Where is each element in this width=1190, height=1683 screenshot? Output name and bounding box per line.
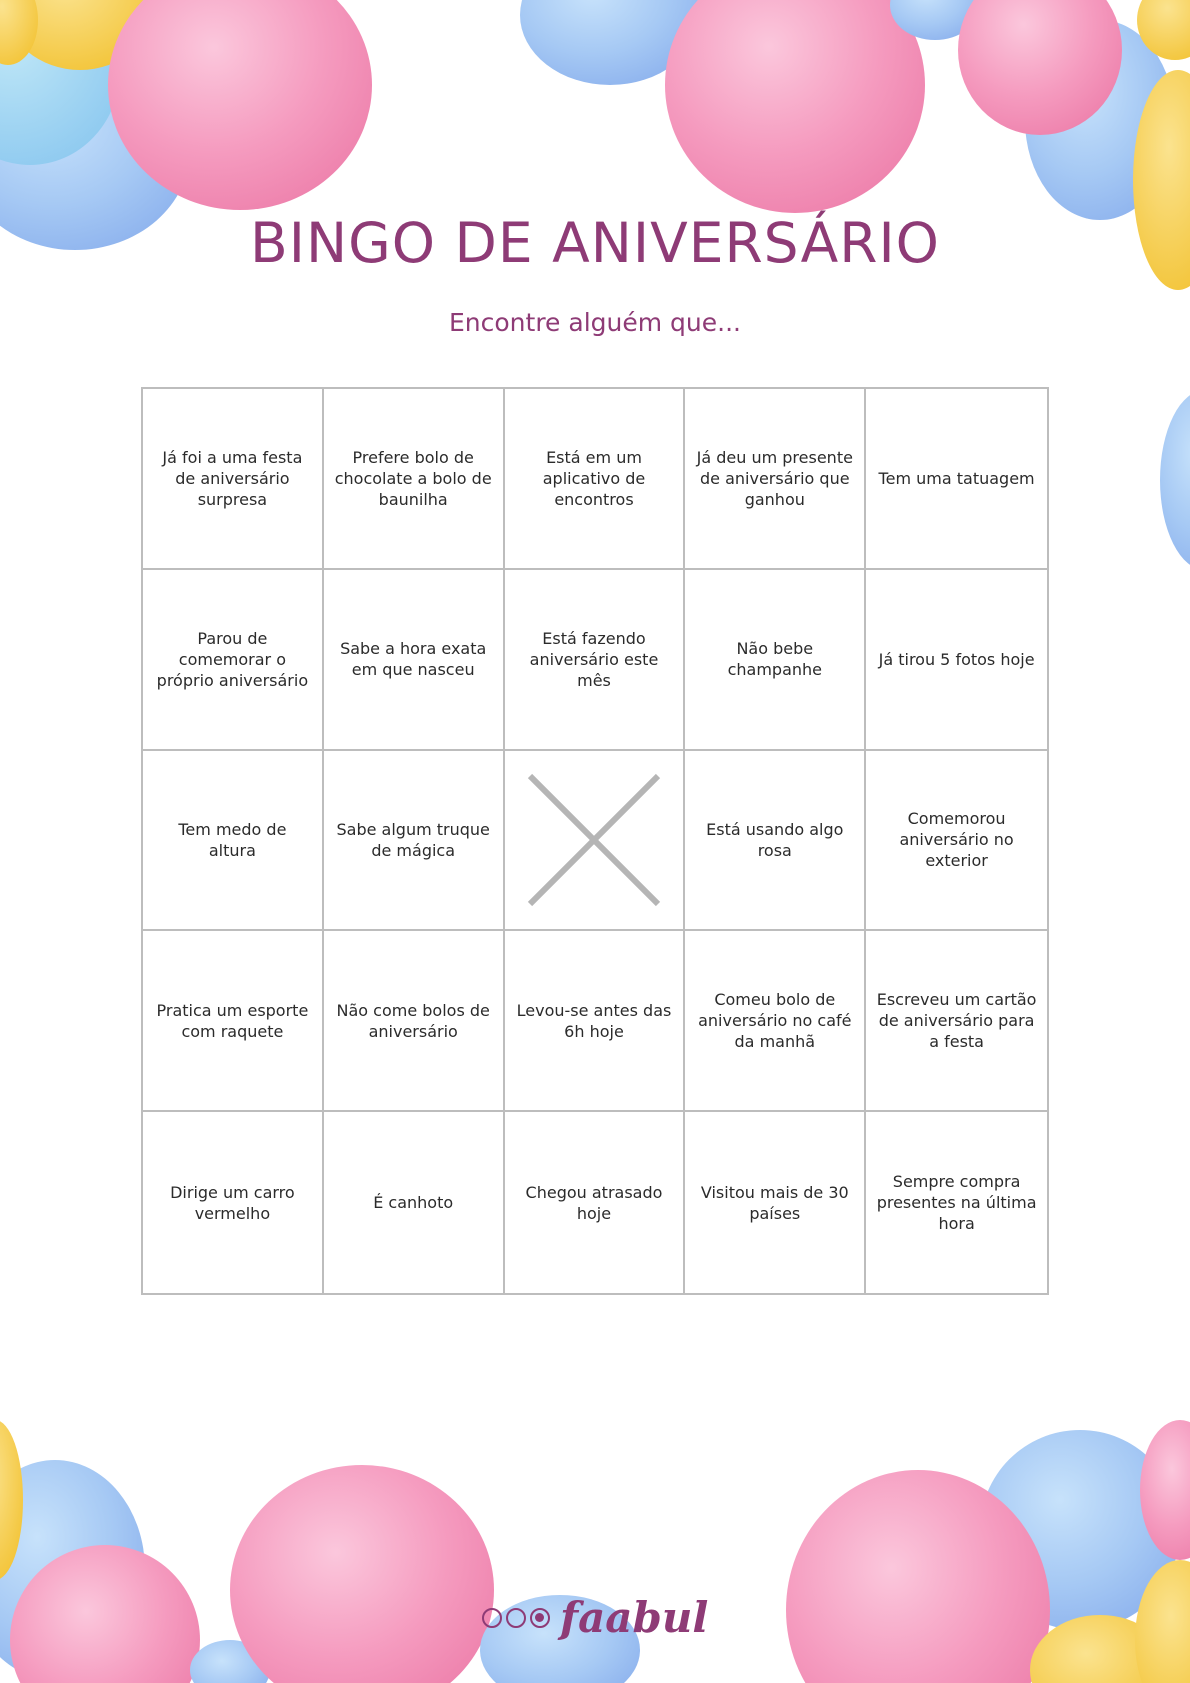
bingo-cell[interactable]: Não bebe champanhe — [685, 570, 866, 751]
bingo-cell[interactable]: Parou de comemorar o próprio aniversário — [143, 570, 324, 751]
bingo-board — [141, 387, 1049, 1295]
bingo-cell[interactable]: Tem uma tatuagem — [866, 389, 1047, 570]
bingo-cell[interactable]: Comeu bolo de aniversário no café da manhã — [685, 931, 866, 1112]
bingo-cell[interactable]: Sempre compra presentes na última hora — [866, 1112, 1047, 1293]
bingo-free-cell[interactable] — [505, 751, 686, 932]
bingo-cell[interactable]: Não come bolos de aniversário — [324, 931, 505, 1112]
brand-logo[interactable] — [482, 1590, 712, 1646]
bingo-cell[interactable]: Escreveu um cartão de aniversário para a festa — [866, 931, 1047, 1112]
bingo-cell[interactable]: Está em um aplicativo de encontros — [505, 389, 686, 570]
bingo-cell[interactable]: Visitou mais de 30 países — [685, 1112, 866, 1293]
bingo-cell[interactable]: Chegou atrasado hoje — [505, 1112, 686, 1293]
bingo-cell[interactable]: Comemorou aniversário no exterior — [866, 751, 1047, 932]
x-mark-icon — [524, 770, 664, 910]
bingo-cell[interactable]: Sabe algum truque de mágica — [324, 751, 505, 932]
bingo-cell[interactable]: Está usando algo rosa — [685, 751, 866, 932]
bingo-cell[interactable]: Sabe a hora exata em que nasceu — [324, 570, 505, 751]
page-title: BINGO DE ANIVERSÁRIO — [250, 211, 940, 275]
bingo-cell[interactable]: Levou-se antes das 6h hoje — [505, 931, 686, 1112]
bingo-cell[interactable]: Prefere bolo de chocolate a bolo de baunilha — [324, 389, 505, 570]
bingo-cell[interactable]: Já tirou 5 fotos hoje — [866, 570, 1047, 751]
bingo-cell[interactable]: Pratica um esporte com raquete — [143, 931, 324, 1112]
bingo-cell[interactable]: Dirige um carro vermelho — [143, 1112, 324, 1293]
logo-text: faabul — [560, 1593, 709, 1642]
bingo-cell[interactable]: Já foi a uma festa de aniversário surpresa — [143, 389, 324, 570]
page-subtitle: Encontre alguém que... — [449, 308, 741, 337]
bingo-cell[interactable]: Está fazendo aniversário este mês — [505, 570, 686, 751]
bingo-cell[interactable]: É canhoto — [324, 1112, 505, 1293]
bingo-cell[interactable]: Tem medo de altura — [143, 751, 324, 932]
three-circles-icon — [482, 1608, 550, 1628]
bingo-cell[interactable]: Já deu um presente de aniversário que ganhou — [685, 389, 866, 570]
